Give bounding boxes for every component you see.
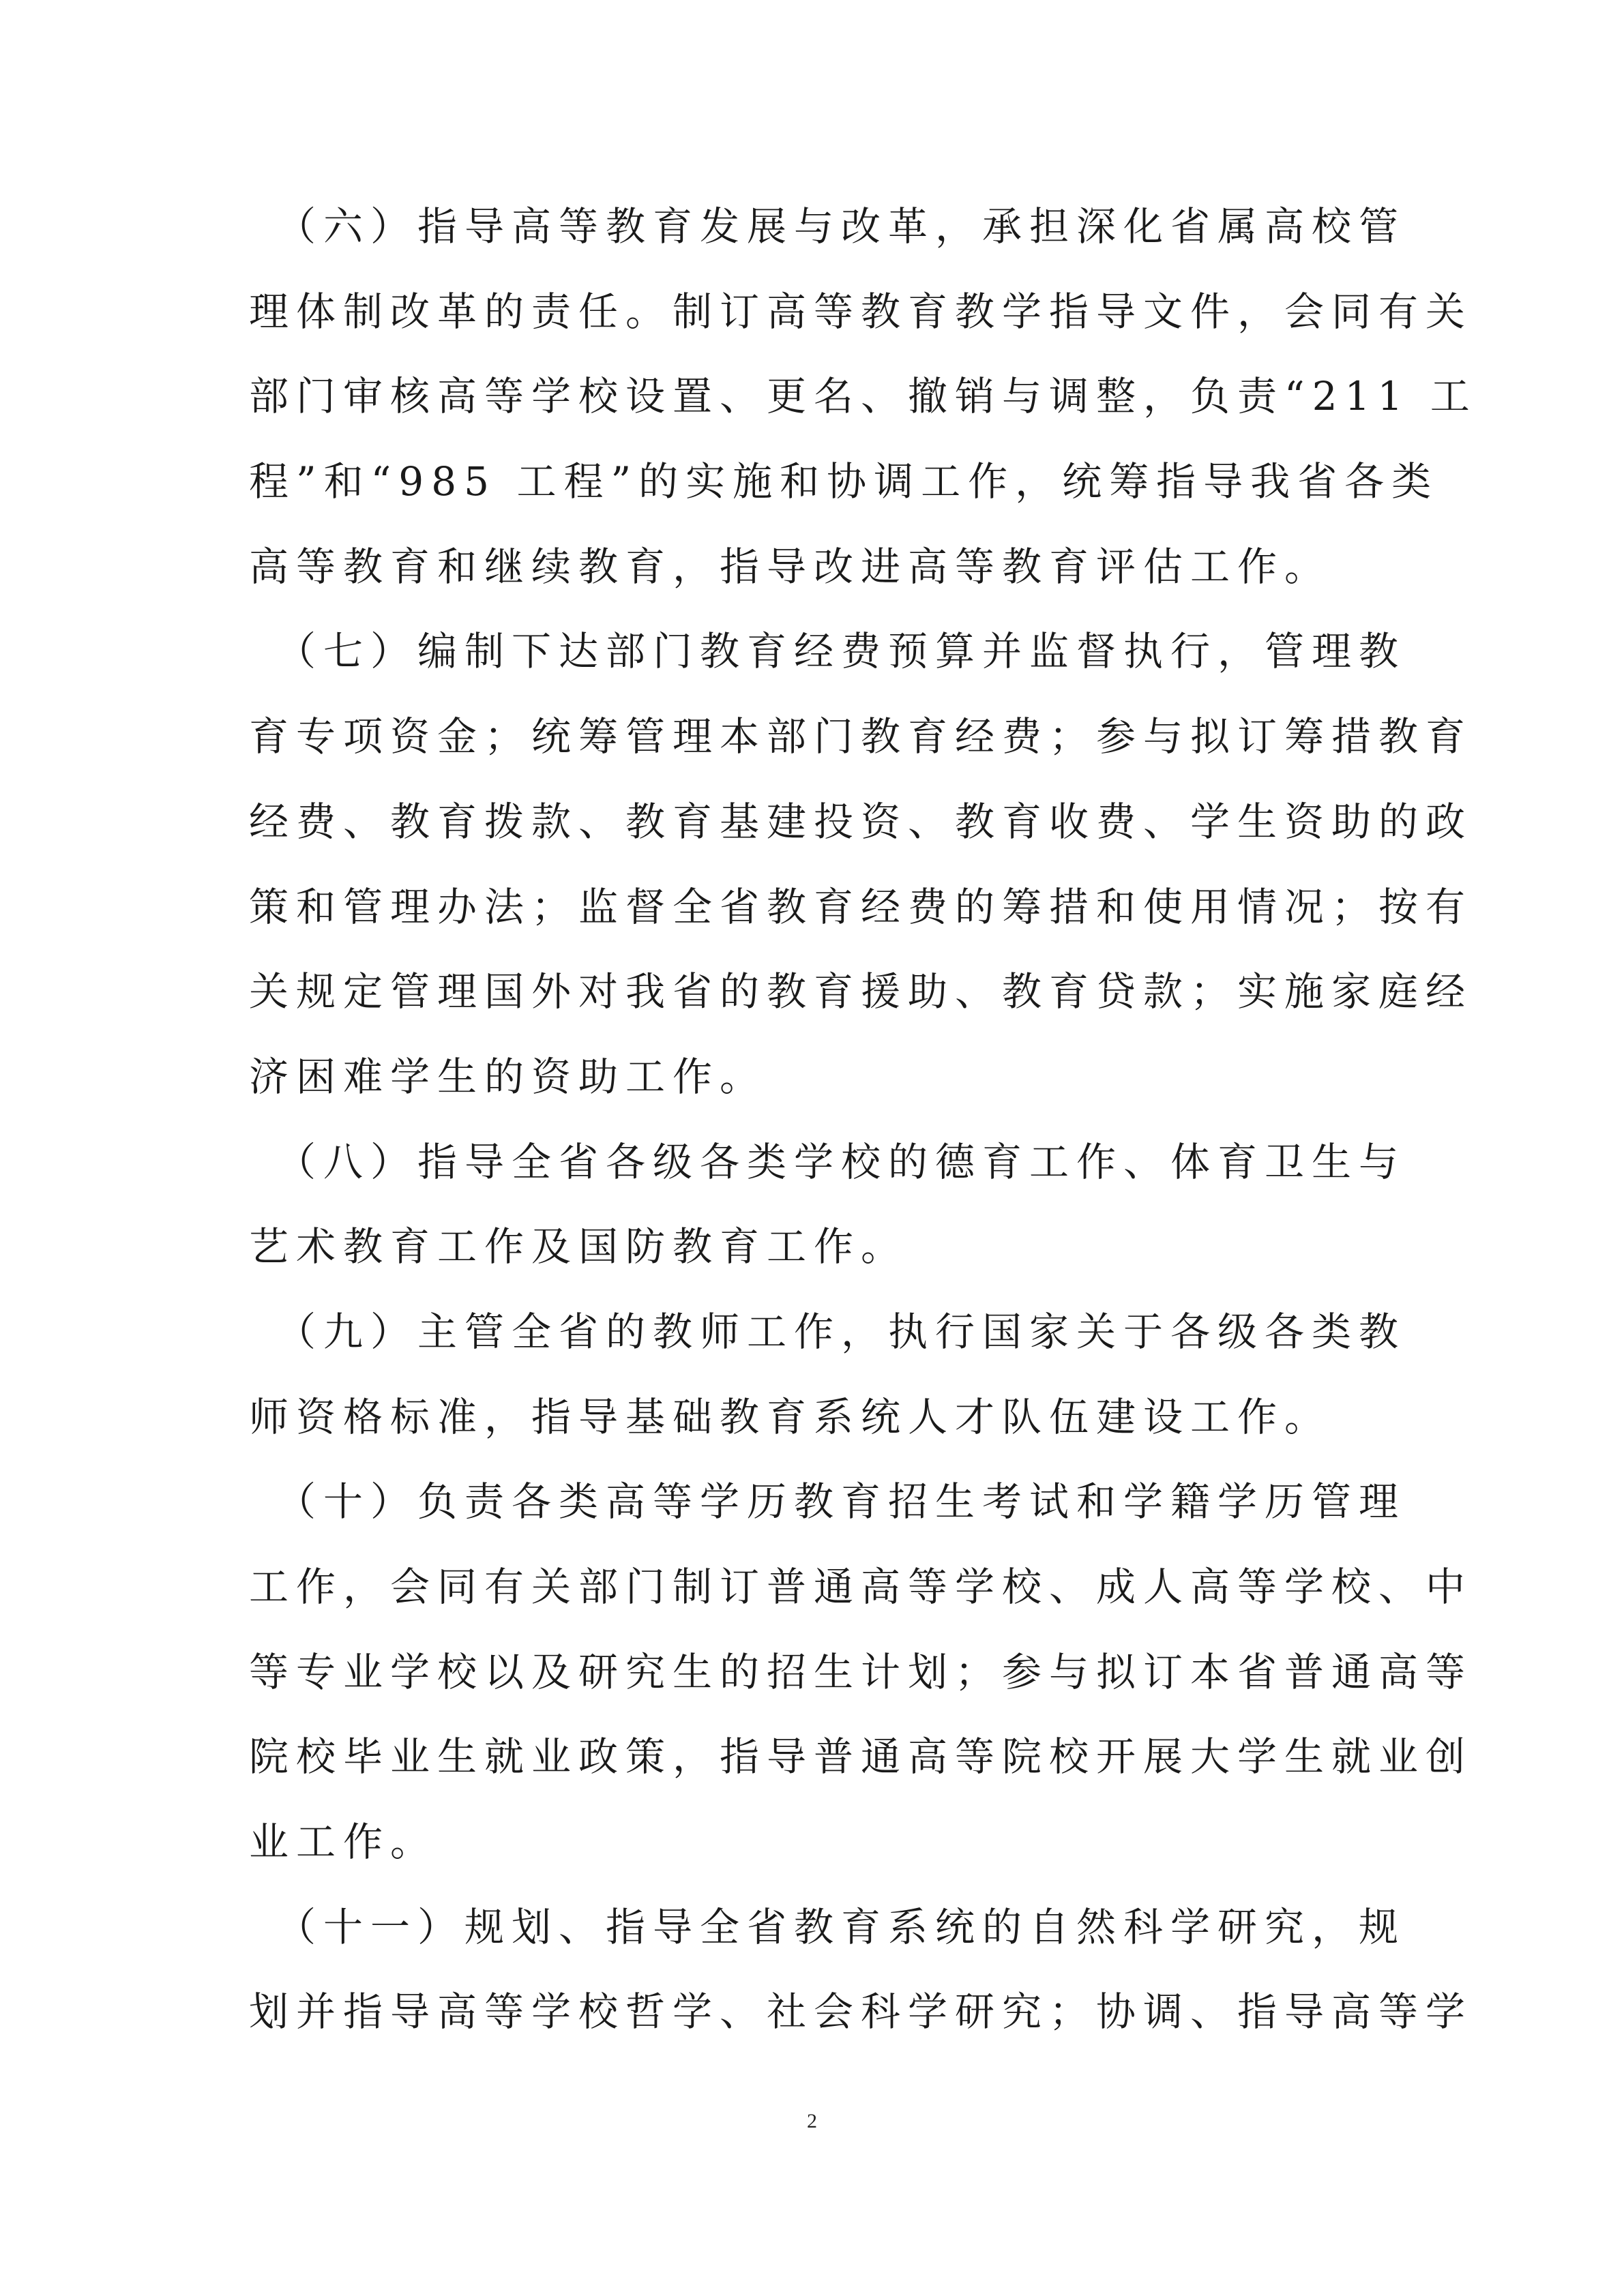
text-line: 经费、教育拨款、教育基建投资、教育收费、学生资助的政: [249, 798, 1473, 845]
paragraph: [249, 1885, 1473, 2055]
text-line: 济困难学生的资助工作。: [249, 1053, 767, 1100]
text-line: 院校毕业生就业政策，指导普通高等院校开展大学生就业创: [249, 1733, 1473, 1780]
text-line: 师资格标准，指导基础教育系统人才队伍建设工作。: [249, 1393, 1332, 1440]
text-line: 业工作。: [249, 1819, 438, 1866]
text-line: 部门审核高等学校设置、更名、撤销与调整，负责“211 工: [249, 373, 1477, 420]
text-line: （十一）规划、指导全省教育系统的自然科学研究，规: [249, 1903, 1406, 1950]
paragraph: [249, 1459, 1473, 1884]
text-line: 策和管理办法；监督全省教育经费的筹措和使用情况；按有: [249, 883, 1473, 930]
text-line: 高等教育和继续教育，指导改进高等教育评估工作。: [249, 543, 1332, 590]
text-line: 等专业学校以及研究生的招生计划；参与拟订本省普通高等: [249, 1648, 1473, 1695]
text-line: 工作，会同有关部门制订普通高等学校、成人高等学校、中: [249, 1564, 1473, 1610]
text-line: 划并指导高等学校哲学、社会科学研究；协调、指导高等学: [249, 1988, 1473, 2036]
text-line: 关规定管理国外对我省的教育援助、教育贷款；实施家庭经: [249, 968, 1473, 1015]
text-line: （十）负责各类高等学历教育招生考试和学籍学历管理: [249, 1478, 1406, 1525]
text-line: 理体制改革的责任。制订高等教育教学指导文件，会同有关: [249, 288, 1473, 335]
text-line: 程”和“985 工程”的实施和协调工作，统筹指导我省各类: [249, 458, 1439, 505]
paragraph: [249, 184, 1477, 609]
text-line: （六）指导高等教育发展与改革，承担深化省属高校管: [249, 203, 1406, 250]
text-line: 育专项资金；统筹管理本部门教育经费；参与拟订筹措教育: [249, 713, 1473, 760]
page-number: 2: [807, 2110, 817, 2132]
paragraph: [249, 1120, 1406, 1289]
paragraph: [249, 1289, 1406, 1459]
paragraph: [249, 609, 1473, 1119]
text-line: （九）主管全省的教师工作，执行国家关于各级各类教: [249, 1308, 1406, 1355]
text-line: （七）编制下达部门教育经费预算并监督执行，管理教: [249, 628, 1406, 675]
document-body: [249, 184, 1477, 2055]
text-line: （八）指导全省各级各类学校的德育工作、体育卫生与: [249, 1138, 1406, 1185]
text-line: 艺术教育工作及国防教育工作。: [249, 1223, 909, 1270]
